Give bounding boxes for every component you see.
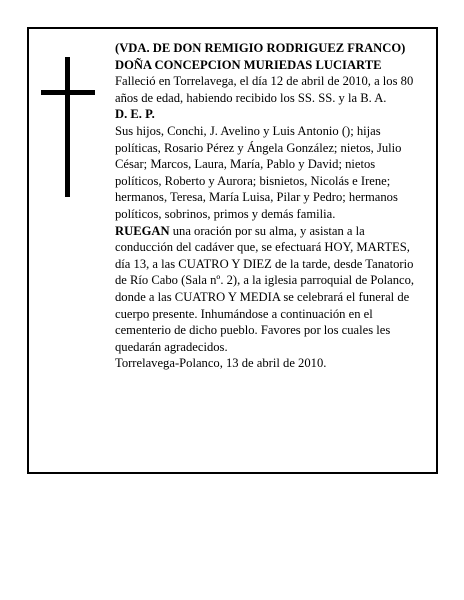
- place-date: Torrelavega-Polanco, 13 de abril de 2010.: [115, 356, 327, 371]
- funeral-request: [115, 223, 421, 356]
- cross-horizontal-bar: [41, 90, 95, 95]
- death-announcement: Falleció en Torrelavega, el día 12 de abril de 2010, a los 80 años de edad, habiendo recibido los SS. SS. y la B. A.: [115, 74, 414, 105]
- cross-icon: [41, 57, 95, 197]
- deceased-name: DOÑA CONCEPCION MURIEDAS LUCIARTE: [115, 57, 382, 72]
- family-list: Sus hijos, Conchi, J. Avelino y Luis Antonio (); hijas políticas, Rosario Pérez y Ángela González; nietos, Julio César; Marcos, Laura, María, Pablo y David; nietos políticos, Roberto y Aurora; bisnietos, Nicolás e Irene; hermanos, Teresa, María Luisa, Pilar y Pedro; hermanos políticos, sobrinos, primos y demás familia.: [115, 123, 402, 221]
- request-text: una oración por su alma, y asistan a la conducción del cadáver que, se efectuará HOY, MARTES, día 13, a las CUATRO Y DIEZ de la tarde, desde Tanatorio de Río Cabo (Sala nº. 2), a la iglesia parroquial de Polanco, donde a las CUATRO Y MEDIA se celebrará el funeral de cuerpo presente. Inhumándose a continuación en el cementerio de dicho pueblo. Favores por los cuales les quedarán agradecidos.: [115, 223, 415, 354]
- cross-vertical-bar: [65, 57, 70, 197]
- obituary-notice-frame: [27, 27, 438, 474]
- obituary-text: [115, 40, 421, 372]
- dep-line: D. E. P.: [115, 107, 155, 122]
- widow-line: (VDA. DE DON REMIGIO RODRIGUEZ FRANCO): [115, 41, 406, 55]
- request-lead: RUEGAN: [115, 223, 170, 238]
